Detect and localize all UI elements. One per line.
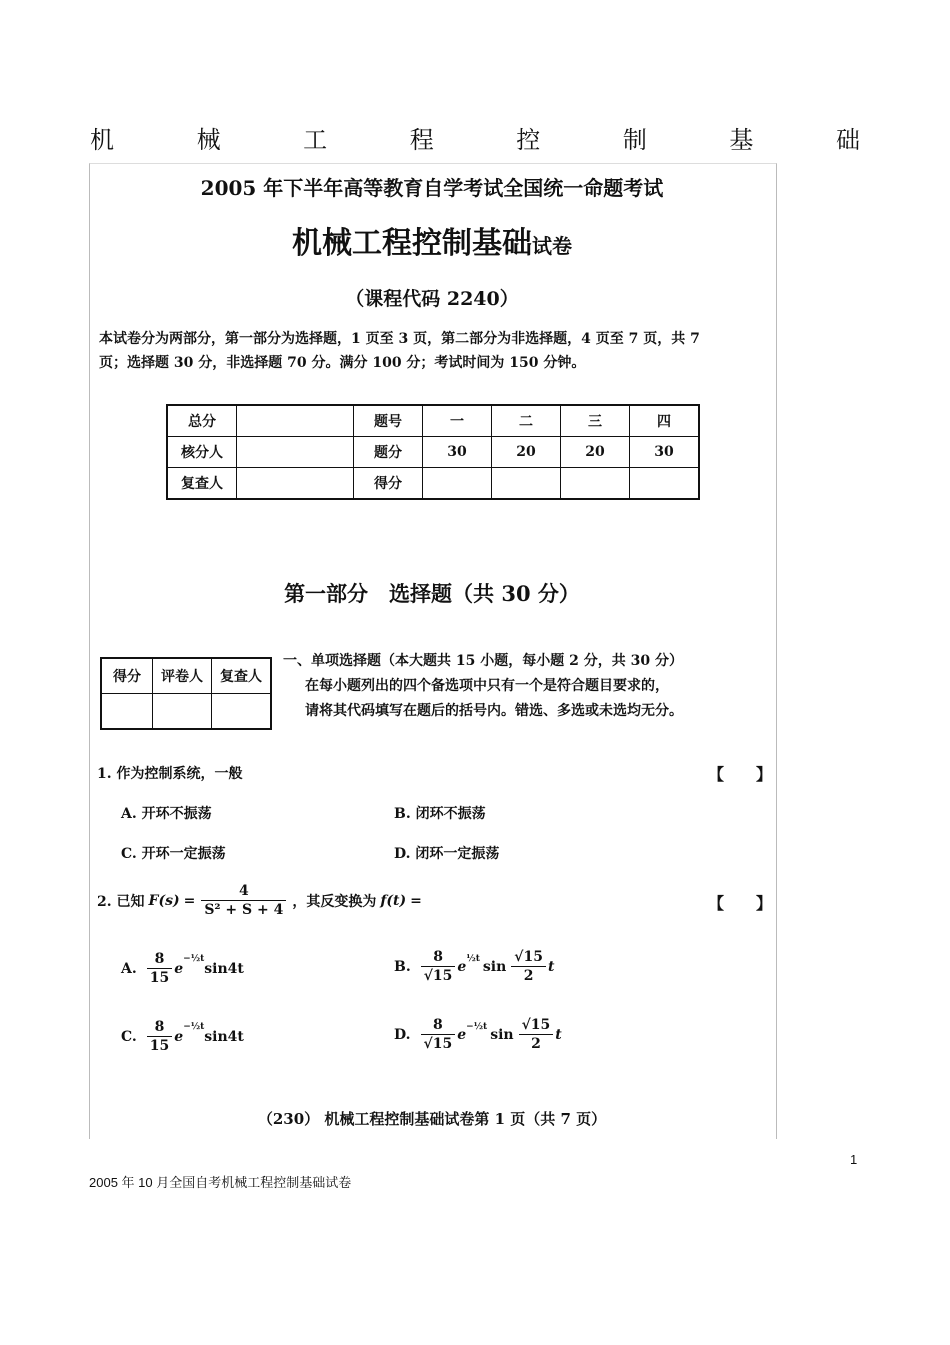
q1-option-a: A. 开环不振荡 — [121, 806, 212, 822]
answer-bracket: 【 】 — [708, 894, 773, 913]
math-exponent: −½t — [183, 954, 205, 964]
section-title: 一、单项选择题（本大题共 15 小题，每小题 2 分，共 30 分） — [283, 653, 683, 669]
fraction-numerator: 8 — [421, 1016, 456, 1035]
math-t: t — [547, 958, 555, 975]
table-row — [167, 437, 699, 468]
header-char: 基 — [729, 126, 754, 154]
table-cell: 题分 — [354, 437, 423, 468]
table-cell: 复查人 — [167, 468, 237, 500]
table-cell: 30 — [423, 437, 492, 468]
q1-option-d: D. 闭环一定振荡 — [394, 846, 500, 862]
score-table — [166, 404, 700, 500]
fraction-denominator: 15 — [149, 970, 170, 986]
section-instruction: 请将其代码填写在题后的括号内。错选、多选或未选均无分。 — [305, 703, 683, 719]
grading-table — [100, 657, 272, 730]
table-cell: 复查人 — [212, 658, 272, 694]
fraction-numerator: 8 — [147, 1018, 172, 1037]
q2-option-d — [394, 1016, 562, 1053]
table-cell: 评卷人 — [153, 658, 212, 694]
document-header-title — [90, 120, 860, 155]
intro-line: 本试卷分为两部分，第一部分为选择题，1 页至 3 页，第二部分为非选择题，4 页至 7 页，共 7 — [99, 331, 700, 347]
question-1-stem: 1. 作为控制系统，一般 — [97, 766, 243, 782]
math-e: e — [174, 1028, 184, 1045]
table-cell: 核分人 — [167, 437, 237, 468]
table-cell — [423, 468, 492, 500]
fraction-denominator: 2 — [523, 968, 534, 984]
header-char: 程 — [409, 126, 434, 154]
q2-fraction — [201, 882, 286, 919]
exam-title — [89, 218, 775, 262]
table-cell — [153, 694, 212, 730]
header-char: 工 — [303, 126, 328, 154]
q2-eq: = — [183, 892, 196, 909]
table-cell — [237, 468, 354, 500]
intro-line: 页；选择题 30 分，非选择题 70 分。满分 100 分；考试时间为 150 分钟。 — [99, 355, 586, 371]
q2-stem-suffix: ，其反变换为 — [292, 893, 377, 910]
answer-bracket: 【 】 — [708, 765, 773, 784]
math-e: e — [174, 960, 184, 977]
q2-stem-prefix: 2. 已知 — [97, 893, 145, 910]
fraction-denominator: √15 — [423, 968, 453, 984]
section-instruction: 在每小题列出的四个备选项中只有一个是符合题目要求的， — [305, 678, 669, 694]
fraction — [147, 950, 172, 987]
math-sin: sin4t — [204, 960, 244, 977]
table-row — [167, 468, 699, 500]
fraction-numerator: √15 — [511, 948, 546, 967]
table-cell: 20 — [492, 437, 561, 468]
fraction-denominator: √15 — [423, 1036, 453, 1052]
table-cell: 得分 — [354, 468, 423, 500]
option-label: C. — [121, 1028, 137, 1045]
q2-fs: F(s) — [148, 892, 180, 909]
table-cell: 二 — [492, 405, 561, 437]
math-sin: sin4t — [204, 1028, 244, 1045]
option-label: A. — [121, 960, 137, 977]
q2-stem-end: = — [410, 892, 422, 909]
table-cell: 总分 — [167, 405, 237, 437]
fraction-denominator: 15 — [149, 1038, 170, 1054]
page-number: 1 — [850, 1152, 858, 1167]
table-cell: 一 — [423, 405, 492, 437]
fraction-numerator: √15 — [519, 1016, 554, 1035]
table-cell: 三 — [561, 405, 630, 437]
document-caption: 2005 年 10 月全国自考机械工程控制基础试卷 — [89, 1175, 352, 1190]
fraction-numerator: 4 — [201, 882, 286, 901]
fraction-numerator: 8 — [421, 948, 456, 967]
math-e: e — [457, 1026, 467, 1043]
q2-option-a — [121, 950, 244, 987]
table-cell — [492, 468, 561, 500]
table-cell — [101, 694, 153, 730]
table-cell: 20 — [561, 437, 630, 468]
fraction — [421, 948, 456, 985]
header-char: 控 — [516, 126, 541, 154]
fraction-denominator: S² + S + 4 — [204, 902, 284, 918]
question-2-stem — [97, 882, 422, 919]
table-cell: 题号 — [354, 405, 423, 437]
table-row — [167, 405, 699, 437]
course-code: （课程代码 2240） — [345, 288, 519, 310]
part-one-heading: 第一部分 选择题（共 30 分） — [284, 581, 580, 606]
table-cell: 30 — [630, 437, 700, 468]
exam-session-line: 2005 年下半年高等教育自学考试全国统一命题考试 — [200, 176, 664, 200]
table-cell — [237, 437, 354, 468]
header-char: 械 — [196, 126, 221, 154]
exam-page-footer: （230） 机械工程控制基础试卷第 1 页（共 7 页） — [257, 1110, 607, 1128]
fraction — [147, 1018, 172, 1055]
math-exponent: −½t — [183, 1022, 205, 1032]
table-row — [101, 694, 271, 730]
table-cell — [212, 694, 272, 730]
fraction — [519, 1016, 554, 1053]
exam-title-main: 机械工程控制基础 — [292, 226, 532, 261]
header-char: 制 — [622, 126, 647, 154]
table-cell — [237, 405, 354, 437]
fraction — [511, 948, 546, 985]
table-row — [101, 658, 271, 694]
fraction — [421, 1016, 456, 1053]
math-sin: sin — [482, 958, 507, 975]
fraction-denominator: 2 — [531, 1036, 541, 1052]
math-e: e — [457, 958, 467, 975]
option-label: B. — [394, 958, 411, 975]
q2-ft: f(t) — [380, 892, 407, 909]
q1-option-b: B. 闭环不振荡 — [394, 806, 486, 822]
table-cell — [561, 468, 630, 500]
header-char: 机 — [90, 126, 114, 154]
exam-intro — [99, 327, 769, 375]
q2-option-b — [394, 948, 554, 985]
table-cell: 四 — [630, 405, 700, 437]
q1-option-c: C. 开环一定振荡 — [121, 846, 226, 862]
math-sin: sin — [490, 1026, 514, 1043]
math-t: t — [555, 1026, 562, 1043]
header-char: 础 — [835, 126, 860, 154]
math-exponent: ½t — [466, 954, 480, 964]
exam-title-suffix: 试卷 — [532, 234, 572, 258]
q2-option-c — [121, 1018, 244, 1055]
table-cell — [630, 468, 700, 500]
math-exponent: −½t — [466, 1022, 488, 1032]
table-cell: 得分 — [101, 658, 153, 694]
option-label: D. — [394, 1026, 411, 1043]
fraction-numerator: 8 — [147, 950, 172, 969]
